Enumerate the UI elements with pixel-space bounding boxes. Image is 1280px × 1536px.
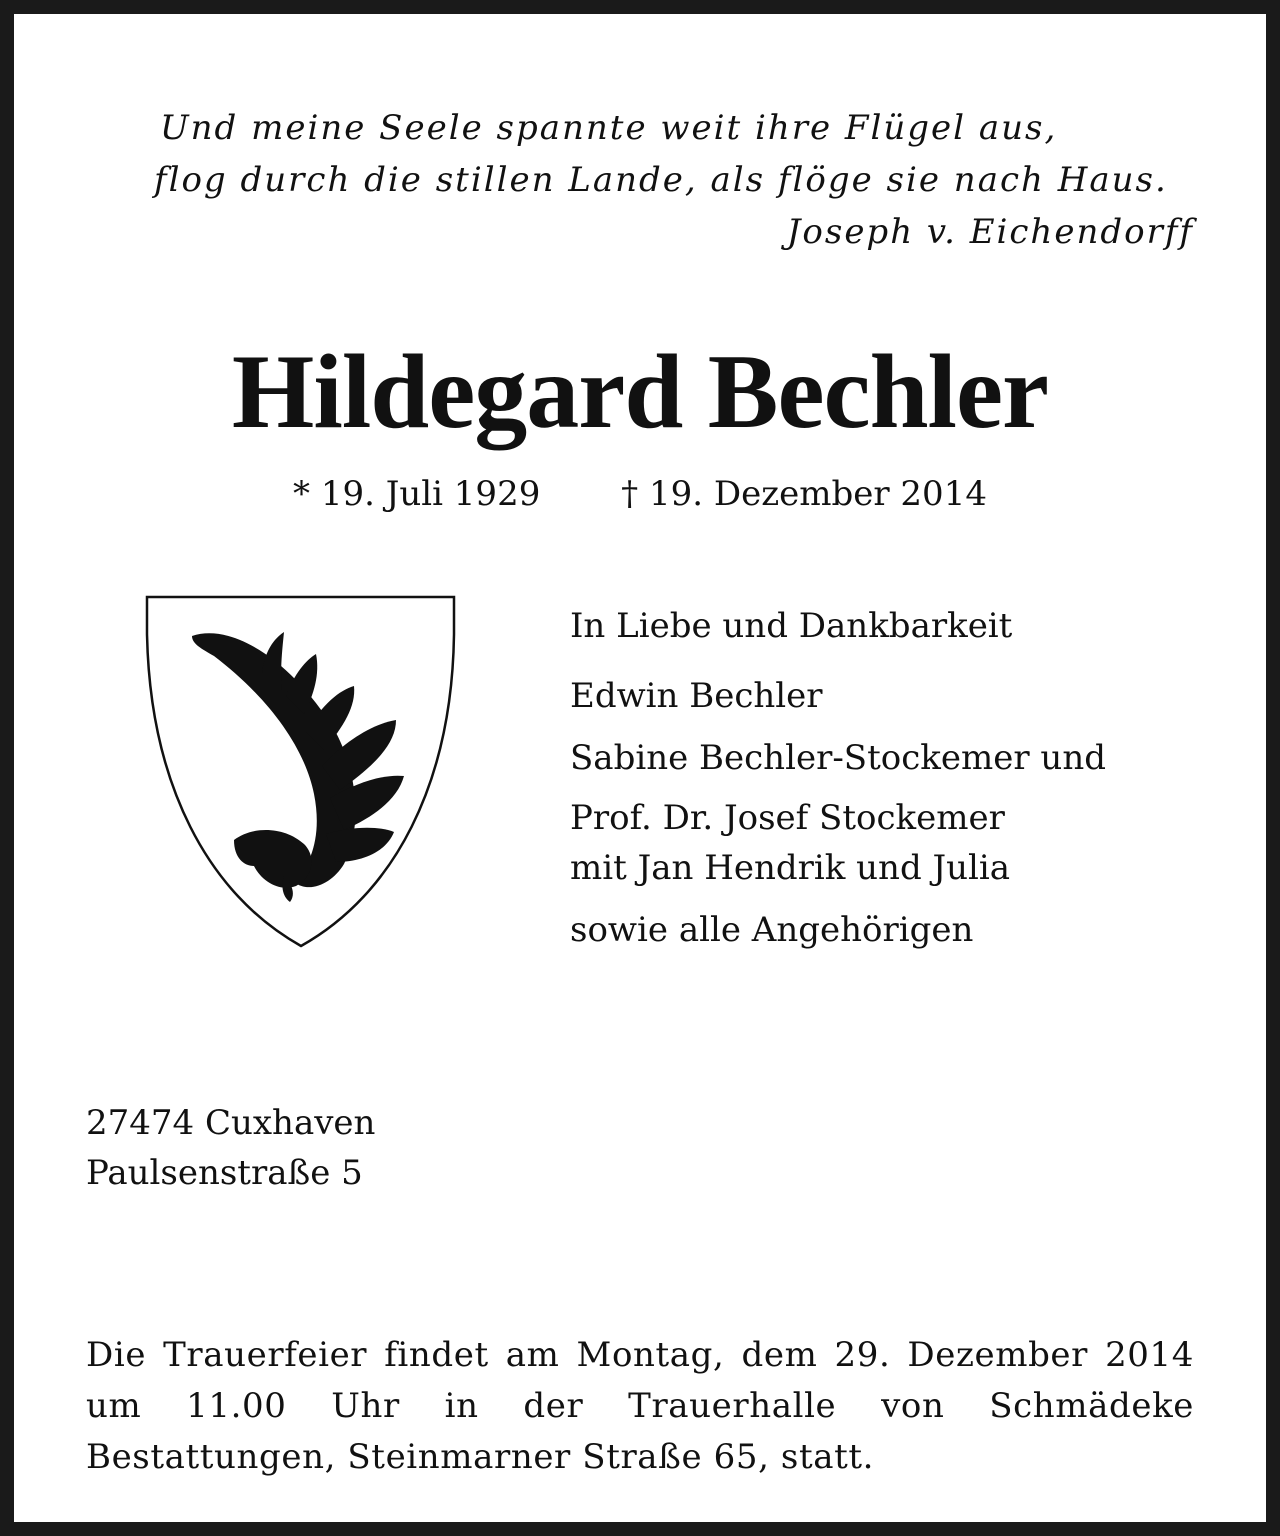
antler-coat-of-arms-icon <box>144 594 458 950</box>
family-line-4: mit Jan Hendrik und Julia <box>570 848 1011 888</box>
family-line-1: Edwin Bechler <box>570 676 823 716</box>
obituary-notice <box>14 14 1266 1522</box>
family-intro: In Liebe und Dankbarkeit <box>570 606 1013 646</box>
quote-author: Joseph v. Eichendorff <box>786 212 1194 252</box>
address-block <box>86 1098 375 1198</box>
family-line-5: sowie alle Angehörigen <box>570 910 974 950</box>
quote-line-1: Und meine Seele spannte weit ihre Flügel aus, <box>160 108 1058 148</box>
mourners-list <box>570 606 1250 950</box>
address-street: Paulsenstraße 5 <box>86 1153 363 1193</box>
deceased-name: Hildegard Bechler <box>231 333 1049 450</box>
funeral-ceremony-text: Die Trauerfeier findet am Montag, dem 29. Dezember 2014 um 11.00 Uhr in der Trauerhalle von Schmädeke Bestattungen, Steinmarner Straße 65, statt. <box>86 1335 1194 1477</box>
birth-date: * 19. Juli 1929 <box>293 474 541 514</box>
address-city: 27474 Cuxhaven <box>86 1103 376 1143</box>
poem-quote <box>154 102 1194 258</box>
family-line-2: Sabine Bechler-Stockemer und <box>570 738 1106 778</box>
quote-line-2: flog durch die stillen Lande, als flöge sie nach Haus. <box>154 160 1168 200</box>
life-dates <box>14 472 1266 516</box>
death-date: † 19. Dezember 2014 <box>621 474 987 514</box>
family-line-3: Prof. Dr. Josef Stockemer <box>570 798 1005 838</box>
